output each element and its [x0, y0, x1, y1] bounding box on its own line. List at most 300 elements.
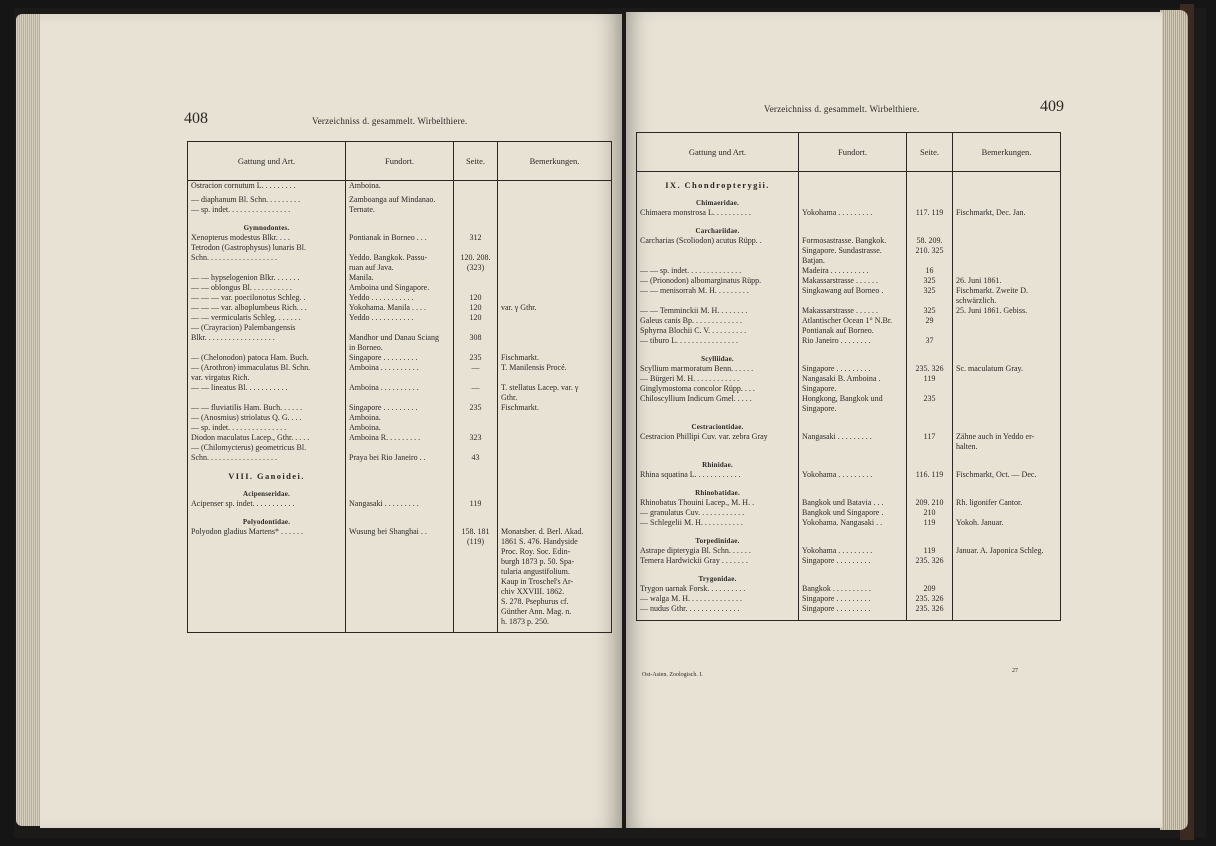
cell-species: Acipenseridae.: [188, 481, 346, 499]
cell-remarks: [498, 453, 612, 463]
cell-remarks: Zähne auch in Yeddo er-: [953, 432, 1061, 442]
table-row: [637, 546, 1061, 556]
table-row: [188, 253, 612, 263]
cell-locality: Ternate.: [346, 205, 454, 215]
table-row: [637, 384, 1061, 394]
cell-remarks: [953, 172, 1061, 191]
cell-page: (119): [454, 537, 498, 547]
family-heading-row: [637, 528, 1061, 546]
table-bottom-row: [188, 627, 612, 633]
cell-species: — nudus Gthr. . . . . . . . . . . . . .: [637, 604, 799, 614]
table-row: [637, 374, 1061, 384]
cell-locality: Manila.: [346, 273, 454, 283]
cell-page: 120: [454, 303, 498, 313]
cell-page: [454, 273, 498, 283]
table-row: [188, 263, 612, 273]
table-row: [188, 547, 612, 557]
cell-locality: [799, 218, 907, 236]
cell-locality: Zamboanga auf Mindanao.: [346, 195, 454, 205]
table-row: [188, 195, 612, 205]
cell-remarks: [953, 452, 1061, 470]
cell-remarks: [498, 413, 612, 423]
table-row: [188, 423, 612, 433]
cell-remarks: [498, 323, 612, 333]
cell-remarks: [498, 243, 612, 253]
cell-page: 312: [454, 233, 498, 243]
cell-page: [454, 215, 498, 233]
cell-remarks: [498, 273, 612, 283]
footer-sheet-number: 27: [1012, 668, 1018, 674]
cell-page: [907, 218, 953, 236]
cell-remarks: [498, 293, 612, 303]
cell-page: [454, 617, 498, 627]
cell-remarks: chiv XXVIII. 1862.: [498, 587, 612, 597]
cell-species: — (Prionodon) albomarginatus Rüpp.: [637, 276, 799, 286]
cell-locality: [346, 443, 454, 453]
cell-locality: Yokohama. Nangasaki . .: [799, 518, 907, 528]
cell-page: [907, 256, 953, 266]
cell-locality: Bangkok und Batavia . . .: [799, 498, 907, 508]
cell-remarks: [953, 346, 1061, 364]
running-head: Verzeichniss d. gesammelt. Wirbelthiere.: [312, 116, 468, 126]
table-row: [188, 617, 612, 627]
cell-locality: Pontianak in Borneo . . .: [346, 233, 454, 243]
table-row: [637, 306, 1061, 316]
cell-species: — — Temminckii M. H. . . . . . . .: [637, 306, 799, 316]
cell-remarks: [953, 594, 1061, 604]
cell-species: Chimaera monstrosa L. . . . . . . . . .: [637, 208, 799, 218]
cell-locality: Singapore . . . . . . . . .: [799, 604, 907, 614]
table-row: [637, 256, 1061, 266]
cell-page: 119: [907, 546, 953, 556]
cell-remarks: Fischmarkt, Oct. — Dec.: [953, 470, 1061, 480]
cell-species: Blkr. . . . . . . . . . . . . . . . . .: [188, 333, 346, 343]
empty-cell: [454, 627, 498, 633]
header-page: Seite.: [907, 133, 953, 172]
cell-species: — (Chelonodon) patoca Ham. Buch.: [188, 353, 346, 363]
cell-species: — tiburo L. . . . . . . . . . . . . . . .: [637, 336, 799, 346]
table-bottom-row: [637, 614, 1061, 620]
cell-species: Polyodon gladius Martens* . . . . . .: [188, 527, 346, 537]
cell-page: 43: [454, 453, 498, 463]
header-locality: Fundort.: [799, 133, 907, 172]
cell-species: Scylliidae.: [637, 346, 799, 364]
family-heading-row: [637, 346, 1061, 364]
cell-locality: Amboina . . . . . . . . . .: [346, 363, 454, 373]
cell-locality: Rio Janeiro . . . . . . . .: [799, 336, 907, 346]
cell-species: — (Crayracion) Palembangensis: [188, 323, 346, 333]
order-heading-row: [188, 463, 612, 481]
cell-remarks: [498, 509, 612, 527]
cell-page: 116. 119: [907, 470, 953, 480]
cell-remarks: S. 278. Psephurus cf.: [498, 597, 612, 607]
cell-species: Polyodontidae.: [188, 509, 346, 527]
cell-species: [637, 256, 799, 266]
cell-remarks: [953, 604, 1061, 614]
cell-remarks: Januar. A. Japonica Schleg.: [953, 546, 1061, 556]
cell-page: [454, 577, 498, 587]
table-row: [188, 499, 612, 509]
cell-page: 308: [454, 333, 498, 343]
cell-remarks: Rh. ligonifer Cantor.: [953, 498, 1061, 508]
cell-species: Sphyrna Blochii C. V. . . . . . . . . .: [637, 326, 799, 336]
cell-page: (323): [454, 263, 498, 273]
empty-cell: [346, 627, 454, 633]
cell-species: Cestracion Phillipi Cuv. var. zebra Gray: [637, 432, 799, 442]
cell-species: [188, 557, 346, 567]
cell-page: [907, 384, 953, 394]
table-row: [188, 383, 612, 393]
table-row: [637, 604, 1061, 614]
empty-cell: [498, 627, 612, 633]
cell-page: [454, 423, 498, 433]
page-edges-left: [16, 14, 42, 826]
cell-species: Ostracion cornutum L. . . . . . . . .: [188, 181, 346, 195]
table-row: [637, 208, 1061, 218]
cell-locality: Yokohama. Manila . . . .: [346, 303, 454, 313]
header-remarks: Bemerkungen.: [498, 142, 612, 181]
cell-page: [907, 404, 953, 414]
cell-locality: Singapore . . . . . . . . .: [799, 556, 907, 566]
cell-species: [637, 442, 799, 452]
cell-species: — (Arothron) immaculatus Bl. Schn.: [188, 363, 346, 373]
cell-locality: Singkawang auf Borneo .: [799, 286, 907, 296]
table-row: [188, 607, 612, 617]
cell-remarks: 1861 S. 476. Handyside: [498, 537, 612, 547]
cell-species: [188, 567, 346, 577]
cell-species: — — fluviatilis Ham. Buch. . . . . .: [188, 403, 346, 413]
cell-remarks: [498, 233, 612, 243]
cell-page: 325: [907, 306, 953, 316]
family-heading-row: [188, 509, 612, 527]
cell-locality: Yeddo . . . . . . . . . . .: [346, 313, 454, 323]
cell-page: [454, 373, 498, 383]
cell-remarks: Fischmarkt, Dec. Jan.: [953, 208, 1061, 218]
cell-species: [637, 296, 799, 306]
cell-page: 29: [907, 316, 953, 326]
cell-page: 235. 326: [907, 604, 953, 614]
cell-locality: [346, 323, 454, 333]
cell-species: — granulatus Cuv. . . . . . . . . . . .: [637, 508, 799, 518]
cell-species: Tetrodon (Gastrophysus) lunaris Bl.: [188, 243, 346, 253]
cell-page: [454, 323, 498, 333]
family-heading-row: [637, 566, 1061, 584]
cell-locality: [346, 393, 454, 403]
cell-page: 120: [454, 313, 498, 323]
cell-page: [454, 243, 498, 253]
cell-page: 209: [907, 584, 953, 594]
cell-remarks: Sc. maculatum Gray.: [953, 364, 1061, 374]
family-heading-row: [637, 218, 1061, 236]
cell-page: 235. 326: [907, 364, 953, 374]
cell-remarks: burgh 1873 p. 50. Spa-: [498, 557, 612, 567]
cell-page: 235. 326: [907, 594, 953, 604]
cell-locality: [799, 414, 907, 432]
cell-species: Astrape dipterygia Bl. Schn. . . . . .: [637, 546, 799, 556]
table-row: [637, 404, 1061, 414]
page-number: 408: [184, 110, 208, 127]
cell-locality: Amboina R. . . . . . . . .: [346, 433, 454, 443]
cell-locality: Yokohama . . . . . . . . .: [799, 470, 907, 480]
cell-remarks: [953, 246, 1061, 256]
cell-species: Chiloscyllium Indicum Gmel. . . . .: [637, 394, 799, 404]
cell-locality: Singapore . . . . . . . . .: [799, 594, 907, 604]
table-row: [188, 433, 612, 443]
cell-remarks: [953, 508, 1061, 518]
cell-remarks: [498, 423, 612, 433]
cell-locality: Atlantischer Ocean 1° N.Br.: [799, 316, 907, 326]
footer-signature: Ost-Asien. Zoologisch. I.: [642, 672, 703, 678]
table-row: [188, 567, 612, 577]
cell-species: VIII. Ganoidei.: [188, 463, 346, 481]
cell-page: [454, 557, 498, 567]
cell-species: — walga M. H. . . . . . . . . . . . . .: [637, 594, 799, 604]
table-row: [637, 266, 1061, 276]
cell-remarks: [953, 266, 1061, 276]
family-heading-row: [637, 452, 1061, 470]
empty-cell: [953, 614, 1061, 620]
cell-remarks: [953, 556, 1061, 566]
cell-species: — — — var. alboplumbeus Rich. . .: [188, 303, 346, 313]
page-edges-right: [1160, 10, 1188, 830]
cell-remarks: [953, 394, 1061, 404]
cell-page: [907, 452, 953, 470]
cell-species: — — menisorrah M. H. . . . . . . . .: [637, 286, 799, 296]
cell-locality: Singapore. Sundastrasse.: [799, 246, 907, 256]
cell-locality: Bangkok . . . . . . . . . .: [799, 584, 907, 594]
species-table: [187, 141, 612, 633]
cell-locality: Hongkong, Bangkok und: [799, 394, 907, 404]
cell-locality: Makassarstrasse . . . . . .: [799, 306, 907, 316]
cell-page: —: [454, 383, 498, 393]
cell-species: — — — var. poecilonotus Schleg. .: [188, 293, 346, 303]
cell-species: — Bürgeri M. H. . . . . . . . . . . .: [637, 374, 799, 384]
cell-species: [637, 404, 799, 414]
cell-page: [907, 326, 953, 336]
cell-page: 16: [907, 266, 953, 276]
cell-page: [907, 346, 953, 364]
cell-remarks: [953, 236, 1061, 246]
cell-remarks: [498, 215, 612, 233]
cell-locality: Singapore . . . . . . . . .: [346, 353, 454, 363]
cell-page: 119: [907, 374, 953, 384]
cell-page: [907, 528, 953, 546]
cell-locality: Yeddo. Bangkok. Passu-: [346, 253, 454, 263]
cell-remarks: [953, 384, 1061, 394]
cell-species: Torpedinidae.: [637, 528, 799, 546]
cell-page: [454, 567, 498, 577]
cell-remarks: [953, 414, 1061, 432]
cell-page: [454, 463, 498, 481]
cell-locality: Amboina.: [346, 423, 454, 433]
cell-page: 235. 326: [907, 556, 953, 566]
cell-page: 235: [454, 403, 498, 413]
cell-page: [454, 587, 498, 597]
table-row: [637, 498, 1061, 508]
cell-page: [454, 597, 498, 607]
cell-page: 117: [907, 432, 953, 442]
empty-cell: [637, 614, 799, 620]
table-row: [637, 518, 1061, 528]
cell-page: 117. 119: [907, 208, 953, 218]
table-row: [188, 233, 612, 243]
cell-remarks: [498, 263, 612, 273]
cell-page: [454, 547, 498, 557]
cell-locality: Mandhor und Danau Sciang: [346, 333, 454, 343]
left-page: [40, 14, 622, 828]
cell-locality: Nangasaki B. Amboina .: [799, 374, 907, 384]
cell-species: Scyllium marmoratum Benn. . . . . .: [637, 364, 799, 374]
cell-species: Chimaeridae.: [637, 190, 799, 208]
cell-remarks: [953, 256, 1061, 266]
cell-page: 119: [454, 499, 498, 509]
cell-locality: [799, 346, 907, 364]
cell-page: 235: [454, 353, 498, 363]
table-row: [188, 577, 612, 587]
cell-remarks: Fischmarkt.: [498, 353, 612, 363]
cell-remarks: [498, 481, 612, 499]
cell-remarks: [953, 528, 1061, 546]
empty-cell: [907, 614, 953, 620]
cell-page: 325: [907, 286, 953, 296]
table-row: [188, 323, 612, 333]
cell-page: [454, 283, 498, 293]
cell-remarks: [953, 190, 1061, 208]
cell-locality: [346, 463, 454, 481]
cell-locality: [799, 190, 907, 208]
table-row: [188, 205, 612, 215]
family-heading-row: [188, 215, 612, 233]
cell-locality: [799, 296, 907, 306]
cell-remarks: Monatsber. d. Berl. Akad.: [498, 527, 612, 537]
order-heading-row: [637, 172, 1061, 191]
cell-page: [454, 607, 498, 617]
cell-species: — (Anosmius) striolatus Q. G. . . .: [188, 413, 346, 423]
cell-locality: [346, 577, 454, 587]
table-row: [637, 246, 1061, 256]
header-locality: Fundort.: [346, 142, 454, 181]
table-row: [188, 273, 612, 283]
header-page: Seite.: [454, 142, 498, 181]
cell-species: Carcharias (Scoliodon) acutus Rüpp. .: [637, 236, 799, 246]
table-row: [188, 283, 612, 293]
cell-remarks: [953, 584, 1061, 594]
table-row: [188, 303, 612, 313]
table-row: [637, 326, 1061, 336]
cell-species: Schn. . . . . . . . . . . . . . . . . .: [188, 453, 346, 463]
cell-species: — — oblongus Bl. . . . . . . . . . .: [188, 283, 346, 293]
table-row: [637, 286, 1061, 296]
cell-species: Galeus canis Bp. . . . . . . . . . . . .: [637, 316, 799, 326]
cell-remarks: [498, 373, 612, 383]
cell-species: [188, 597, 346, 607]
cell-remarks: [498, 499, 612, 509]
cell-locality: Singapore . . . . . . . . .: [799, 364, 907, 374]
cell-species: [188, 607, 346, 617]
cell-locality: [346, 617, 454, 627]
cell-locality: [799, 442, 907, 452]
cell-species: Diodon maculatus Lacep., Gthr. . . . .: [188, 433, 346, 443]
table-row: [188, 393, 612, 403]
table-row: [637, 470, 1061, 480]
cell-species: [188, 343, 346, 353]
cell-remarks: [498, 181, 612, 195]
cell-page: [454, 509, 498, 527]
table-row: [637, 296, 1061, 306]
cell-remarks: T. stellatus Lacep. var. γ: [498, 383, 612, 393]
cell-remarks: [498, 443, 612, 453]
table-row: [188, 333, 612, 343]
cell-locality: Wusung bei Shanghai . .: [346, 527, 454, 537]
cell-remarks: Fischmarkt.: [498, 403, 612, 413]
cell-species: Rhina squatina L. . . . . . . . . . . .: [637, 470, 799, 480]
cell-species: [188, 547, 346, 557]
cell-species: var. virgatus Rich.: [188, 373, 346, 383]
cell-locality: Madeira . . . . . . . . . .: [799, 266, 907, 276]
cell-locality: Batjan.: [799, 256, 907, 266]
table-row: [188, 443, 612, 453]
cell-species: — — vermicularis Schleg. . . . . . .: [188, 313, 346, 323]
cell-locality: Singapore.: [799, 404, 907, 414]
cell-remarks: [953, 480, 1061, 498]
table-row: [637, 594, 1061, 604]
cell-locality: [346, 587, 454, 597]
cell-locality: [799, 528, 907, 546]
table-row: [637, 364, 1061, 374]
cell-page: [454, 393, 498, 403]
cell-species: Rhinobatidae.: [637, 480, 799, 498]
cell-page: 37: [907, 336, 953, 346]
table-row: [188, 597, 612, 607]
cell-remarks: [953, 404, 1061, 414]
cell-locality: [346, 607, 454, 617]
cell-remarks: Fischmarkt. Zweite D.: [953, 286, 1061, 296]
cell-locality: Amboina.: [346, 413, 454, 423]
table-row: [188, 353, 612, 363]
cell-species: [188, 537, 346, 547]
cell-remarks: [953, 316, 1061, 326]
cell-locality: [799, 566, 907, 584]
cell-locality: [799, 172, 907, 191]
cell-locality: [346, 481, 454, 499]
cell-species: [188, 577, 346, 587]
table-row: [188, 181, 612, 195]
cell-page: [907, 566, 953, 584]
header-remarks: Bemerkungen.: [953, 133, 1061, 172]
cell-remarks: [953, 218, 1061, 236]
cell-page: 325: [907, 276, 953, 286]
cell-page: [907, 442, 953, 452]
cell-species: [188, 393, 346, 403]
cell-species: Xenopterus modestus Blkr. . . .: [188, 233, 346, 243]
table-row: [637, 584, 1061, 594]
table-row: [637, 276, 1061, 286]
cell-page: 120. 208.: [454, 253, 498, 263]
species-table: [636, 132, 1061, 621]
empty-cell: [188, 627, 346, 633]
cell-remarks: Proc. Roy. Soc. Edin-: [498, 547, 612, 557]
cell-remarks: [498, 205, 612, 215]
family-heading-row: [637, 190, 1061, 208]
cell-locality: Yeddo . . . . . . . . . . .: [346, 293, 454, 303]
cell-locality: [346, 509, 454, 527]
table-row: [637, 508, 1061, 518]
cell-locality: Amboina und Singapore.: [346, 283, 454, 293]
header-genus-species: Gattung und Art.: [637, 133, 799, 172]
cell-page: [454, 413, 498, 423]
table-row: [637, 432, 1061, 442]
cell-species: [188, 263, 346, 273]
